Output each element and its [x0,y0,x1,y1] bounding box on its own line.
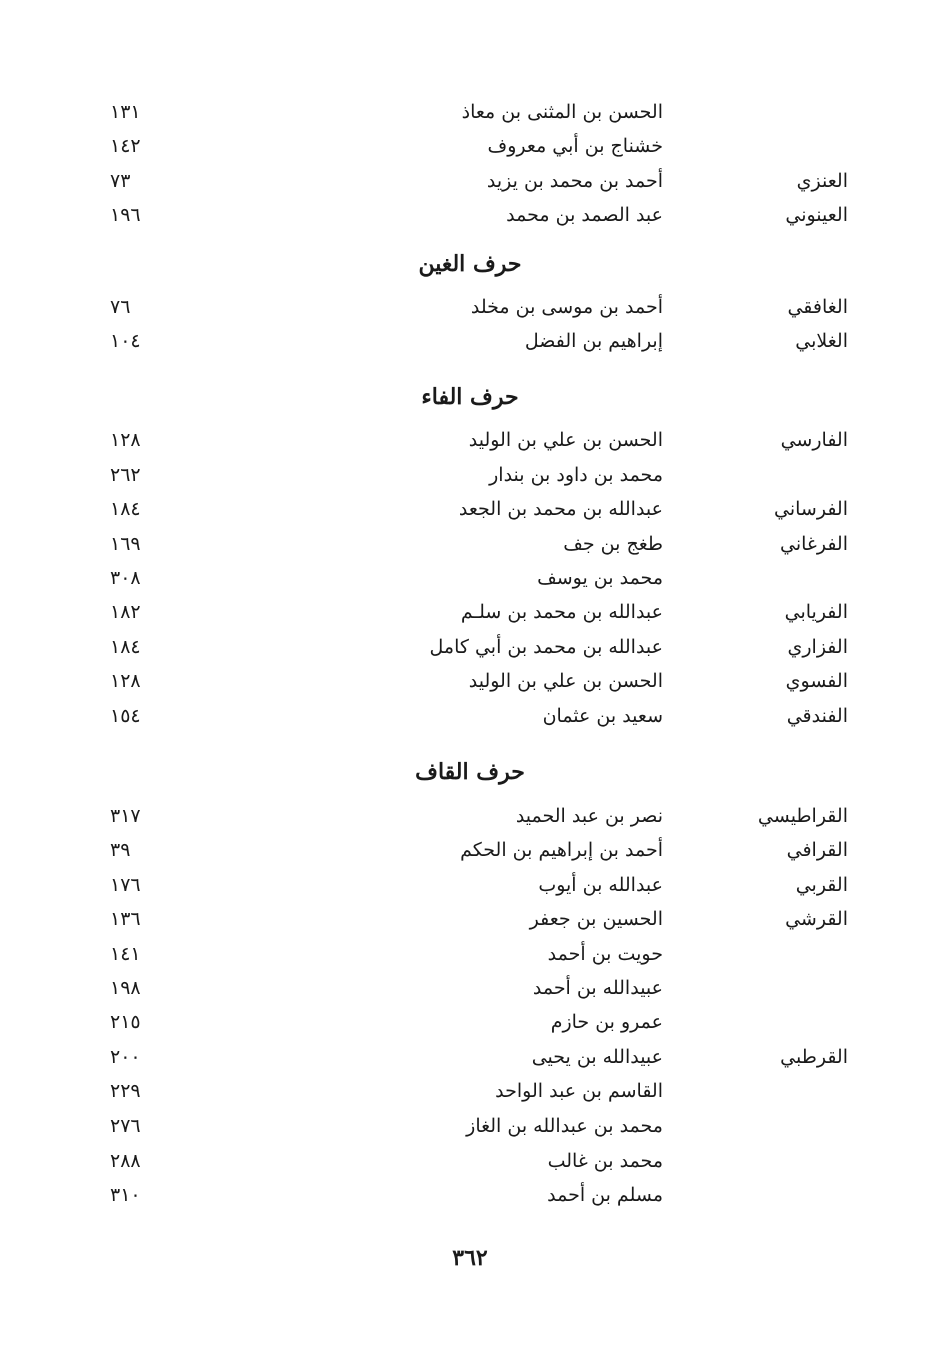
entry-nisba: القرافي [786,839,848,861]
entry-page-number: ١٧٦ [110,874,141,896]
index-entry-row [0,630,940,664]
entry-page-number: ١٤١ [110,943,141,965]
index-entry-row [0,561,940,595]
entry-page-number: ٣٠٨ [110,567,141,589]
entry-name: خشناج بن أبي معروف [487,135,663,157]
index-entry-row [0,423,940,457]
entry-nisba: القرشي [785,908,848,930]
index-entry-row [0,937,940,971]
entry-name: إبراهيم بن الفضل [524,330,663,352]
entry-name: طغج بن جف [563,533,663,555]
index-entry-row [0,458,940,492]
entry-name: محمد بن غالب [547,1150,663,1172]
entry-name: عبدالله بن محمد بن سلـم [460,601,663,623]
entry-nisba: الفسوي [785,670,848,692]
entry-page-number: ١٢٨ [110,670,141,692]
entry-name: عبدالله بن محمد بن أبي كامل [429,636,663,658]
entry-page-number: ٣١٧ [110,805,141,827]
entry-name: عبيدالله بن يحيى [531,1046,663,1068]
entry-name: محمد بن داود بن بندار [489,464,663,486]
entry-page-number: ١٨٢ [110,601,141,623]
entry-name: أحمد بن إبراهيم بن الحكم [460,839,663,861]
entry-page-number: ٧٣ [110,170,131,192]
entry-page-number: ٢٨٨ [110,1150,141,1172]
entry-page-number: ١٥٤ [110,705,141,727]
entry-name: عبد الصمد بن محمد [506,204,663,226]
entry-name: مسلم بن أحمد [547,1184,663,1206]
section-heading: حرف الغين [418,251,522,277]
entry-page-number: ٢٧٦ [110,1115,141,1137]
entry-nisba: الفارسي [780,429,848,451]
entry-name: الحسن بن علي بن الوليد [468,670,663,692]
index-entry-row [0,595,940,629]
entry-page-number: ٢٦٢ [110,464,141,486]
entry-page-number: ١٢٨ [110,429,141,451]
section-heading: حرف القاف [415,759,525,785]
entry-nisba: الغافقي [787,296,848,318]
index-entry-row [0,95,940,129]
entry-page-number: ١٠٤ [110,330,141,352]
index-entry-row [0,492,940,526]
index-entry-row [0,198,940,232]
index-entry-row [0,1144,940,1178]
index-entry-row [0,290,940,324]
entry-page-number: ١٤٢ [110,135,141,157]
entry-name: الحسين بن جعفر [529,908,663,930]
entry-page-number: ١٨٤ [110,498,141,520]
index-entry-row [0,971,940,1005]
index-entry-row [0,324,940,358]
entry-nisba: القربي [795,874,848,896]
index-entry-row [0,664,940,698]
entry-name: الحسن بن المثنى بن معاذ [461,101,663,123]
entry-name: محمد بن يوسف [537,567,663,589]
entry-name: القاسم بن عبد الواحد [495,1080,663,1102]
entry-page-number: ٢٠٠ [110,1046,141,1068]
entry-name: الحسن بن علي بن الوليد [468,429,663,451]
entry-nisba: الغلابي [795,330,848,352]
page-number: ٣٦٢ [452,1245,488,1271]
entry-nisba: القرطبي [780,1046,848,1068]
entry-page-number: ٢١٥ [110,1011,141,1033]
entry-page-number: ٣١٠ [110,1184,141,1206]
entry-name: محمد بن عبدالله بن الغاز [466,1115,663,1137]
index-entry-row [0,902,940,936]
entry-nisba: الفريابي [784,601,848,623]
entry-page-number: ١٩٦ [110,204,141,226]
entry-nisba: العنزي [796,170,848,192]
entry-page-number: ١٣١ [110,101,141,123]
index-entry-row [0,1109,940,1143]
index-entry-row [0,1178,940,1212]
entry-nisba: الفرغاني [779,533,848,555]
entry-name: نصر بن عبد الحميد [515,805,663,827]
index-entry-row [0,699,940,733]
index-entry-row [0,527,940,561]
entry-page-number: ١٣٦ [110,908,141,930]
entry-page-number: ١٦٩ [110,533,141,555]
entry-page-number: ٣٩ [110,839,131,861]
index-entry-row [0,833,940,867]
entry-page-number: ١٩٨ [110,977,141,999]
entry-page-number: ٢٢٩ [110,1080,141,1102]
entry-name: عبيدالله بن أحمد [532,977,663,999]
index-entry-row [0,868,940,902]
entry-name: أحمد بن موسى بن مخلد [470,296,663,318]
entry-name: عمرو بن حازم [550,1011,663,1033]
entry-page-number: ١٨٤ [110,636,141,658]
index-entry-row [0,1074,940,1108]
section-heading: حرف الفاء [421,384,519,410]
entry-name: أحمد بن محمد بن يزيد [486,170,663,192]
index-entry-row [0,164,940,198]
index-entry-row [0,1040,940,1074]
entry-nisba: الفزاري [787,636,848,658]
entry-page-number: ٧٦ [110,296,131,318]
entry-nisba: الفرساني [774,498,848,520]
entry-name: سعيد بن عثمان [542,705,663,727]
index-entry-row [0,1005,940,1039]
entry-name: حويت بن أحمد [547,943,663,965]
entry-nisba: الفندقي [786,705,848,727]
entry-nisba: القراطيسي [757,805,848,827]
entry-name: عبدالله بن أيوب [538,874,663,896]
index-entry-row [0,799,940,833]
entry-nisba: العينوني [785,204,848,226]
entry-name: عبدالله بن محمد بن الجعد [458,498,663,520]
index-entry-row [0,129,940,163]
